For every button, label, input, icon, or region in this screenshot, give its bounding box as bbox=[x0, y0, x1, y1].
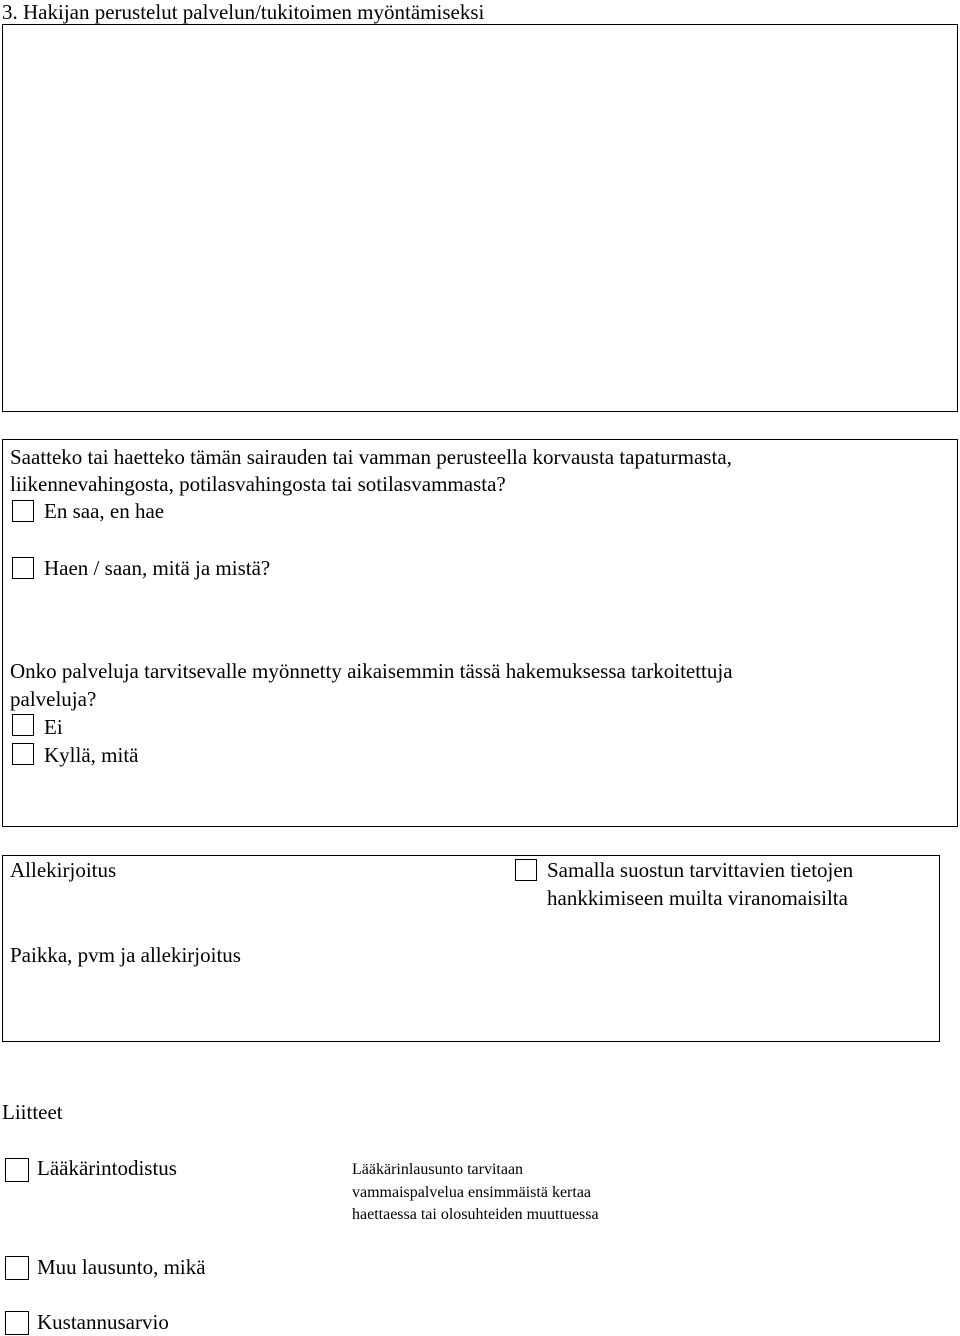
compensation-yes-checkbox[interactable] bbox=[12, 557, 34, 579]
compensation-no-checkbox[interactable] bbox=[12, 500, 34, 522]
previous-services-no-checkbox[interactable] bbox=[12, 714, 34, 736]
medical-note-line2: vammaispalvelua ensimmäistä kertaa bbox=[352, 1184, 592, 1201]
compensation-question-line2: liikennevahingosta, potilasvahingosta tai sotilasvammasta? bbox=[10, 472, 506, 496]
previous-services-question-line2: palveluja? bbox=[10, 687, 97, 711]
previous-services-yes-checkbox[interactable] bbox=[12, 743, 34, 765]
cost-estimate-checkbox[interactable] bbox=[5, 1311, 29, 1335]
consent-line1: Samalla suostun tarvittavien tietojen bbox=[547, 858, 854, 882]
attachments-title: Liitteet bbox=[2, 1100, 63, 1124]
consent-checkbox[interactable] bbox=[515, 859, 537, 881]
signature-label: Allekirjoitus bbox=[10, 858, 117, 882]
cost-estimate-label: Kustannusarvio bbox=[37, 1310, 169, 1334]
medical-certificate-checkbox[interactable] bbox=[5, 1158, 29, 1182]
previous-services-no-label: Ei bbox=[44, 715, 63, 739]
compensation-no-label: En saa, en hae bbox=[44, 499, 165, 523]
medical-note-line3: haettaessa tai olosuhteiden muuttuessa bbox=[352, 1206, 599, 1223]
medical-note-line1: Lääkärinlausunto tarvitaan bbox=[352, 1161, 524, 1178]
medical-certificate-label: Lääkärintodistus bbox=[37, 1156, 177, 1180]
other-statement-checkbox[interactable] bbox=[5, 1256, 29, 1280]
previous-services-question-line1: Onko palveluja tarvitsevalle myönnetty aikaisemmin tässä hakemuksessa tarkoitettuja bbox=[10, 659, 733, 683]
justification-textarea[interactable] bbox=[2, 24, 958, 412]
compensation-yes-label: Haen / saan, mitä ja mistä? bbox=[44, 556, 271, 580]
consent-line2: hankkimiseen muilta viranomaisilta bbox=[547, 886, 848, 910]
previous-services-yes-label: Kyllä, mitä bbox=[44, 743, 139, 767]
compensation-question-line1: Saatteko tai haetteko tämän sairauden tai vamman perusteella korvausta tapaturmasta, bbox=[10, 445, 732, 469]
other-statement-label: Muu lausunto, mikä bbox=[37, 1255, 206, 1279]
section-title: 3. Hakijan perustelut palvelun/tukitoimen myöntämiseksi bbox=[2, 0, 485, 24]
place-date-signature-label: Paikka, pvm ja allekirjoitus bbox=[10, 943, 241, 967]
